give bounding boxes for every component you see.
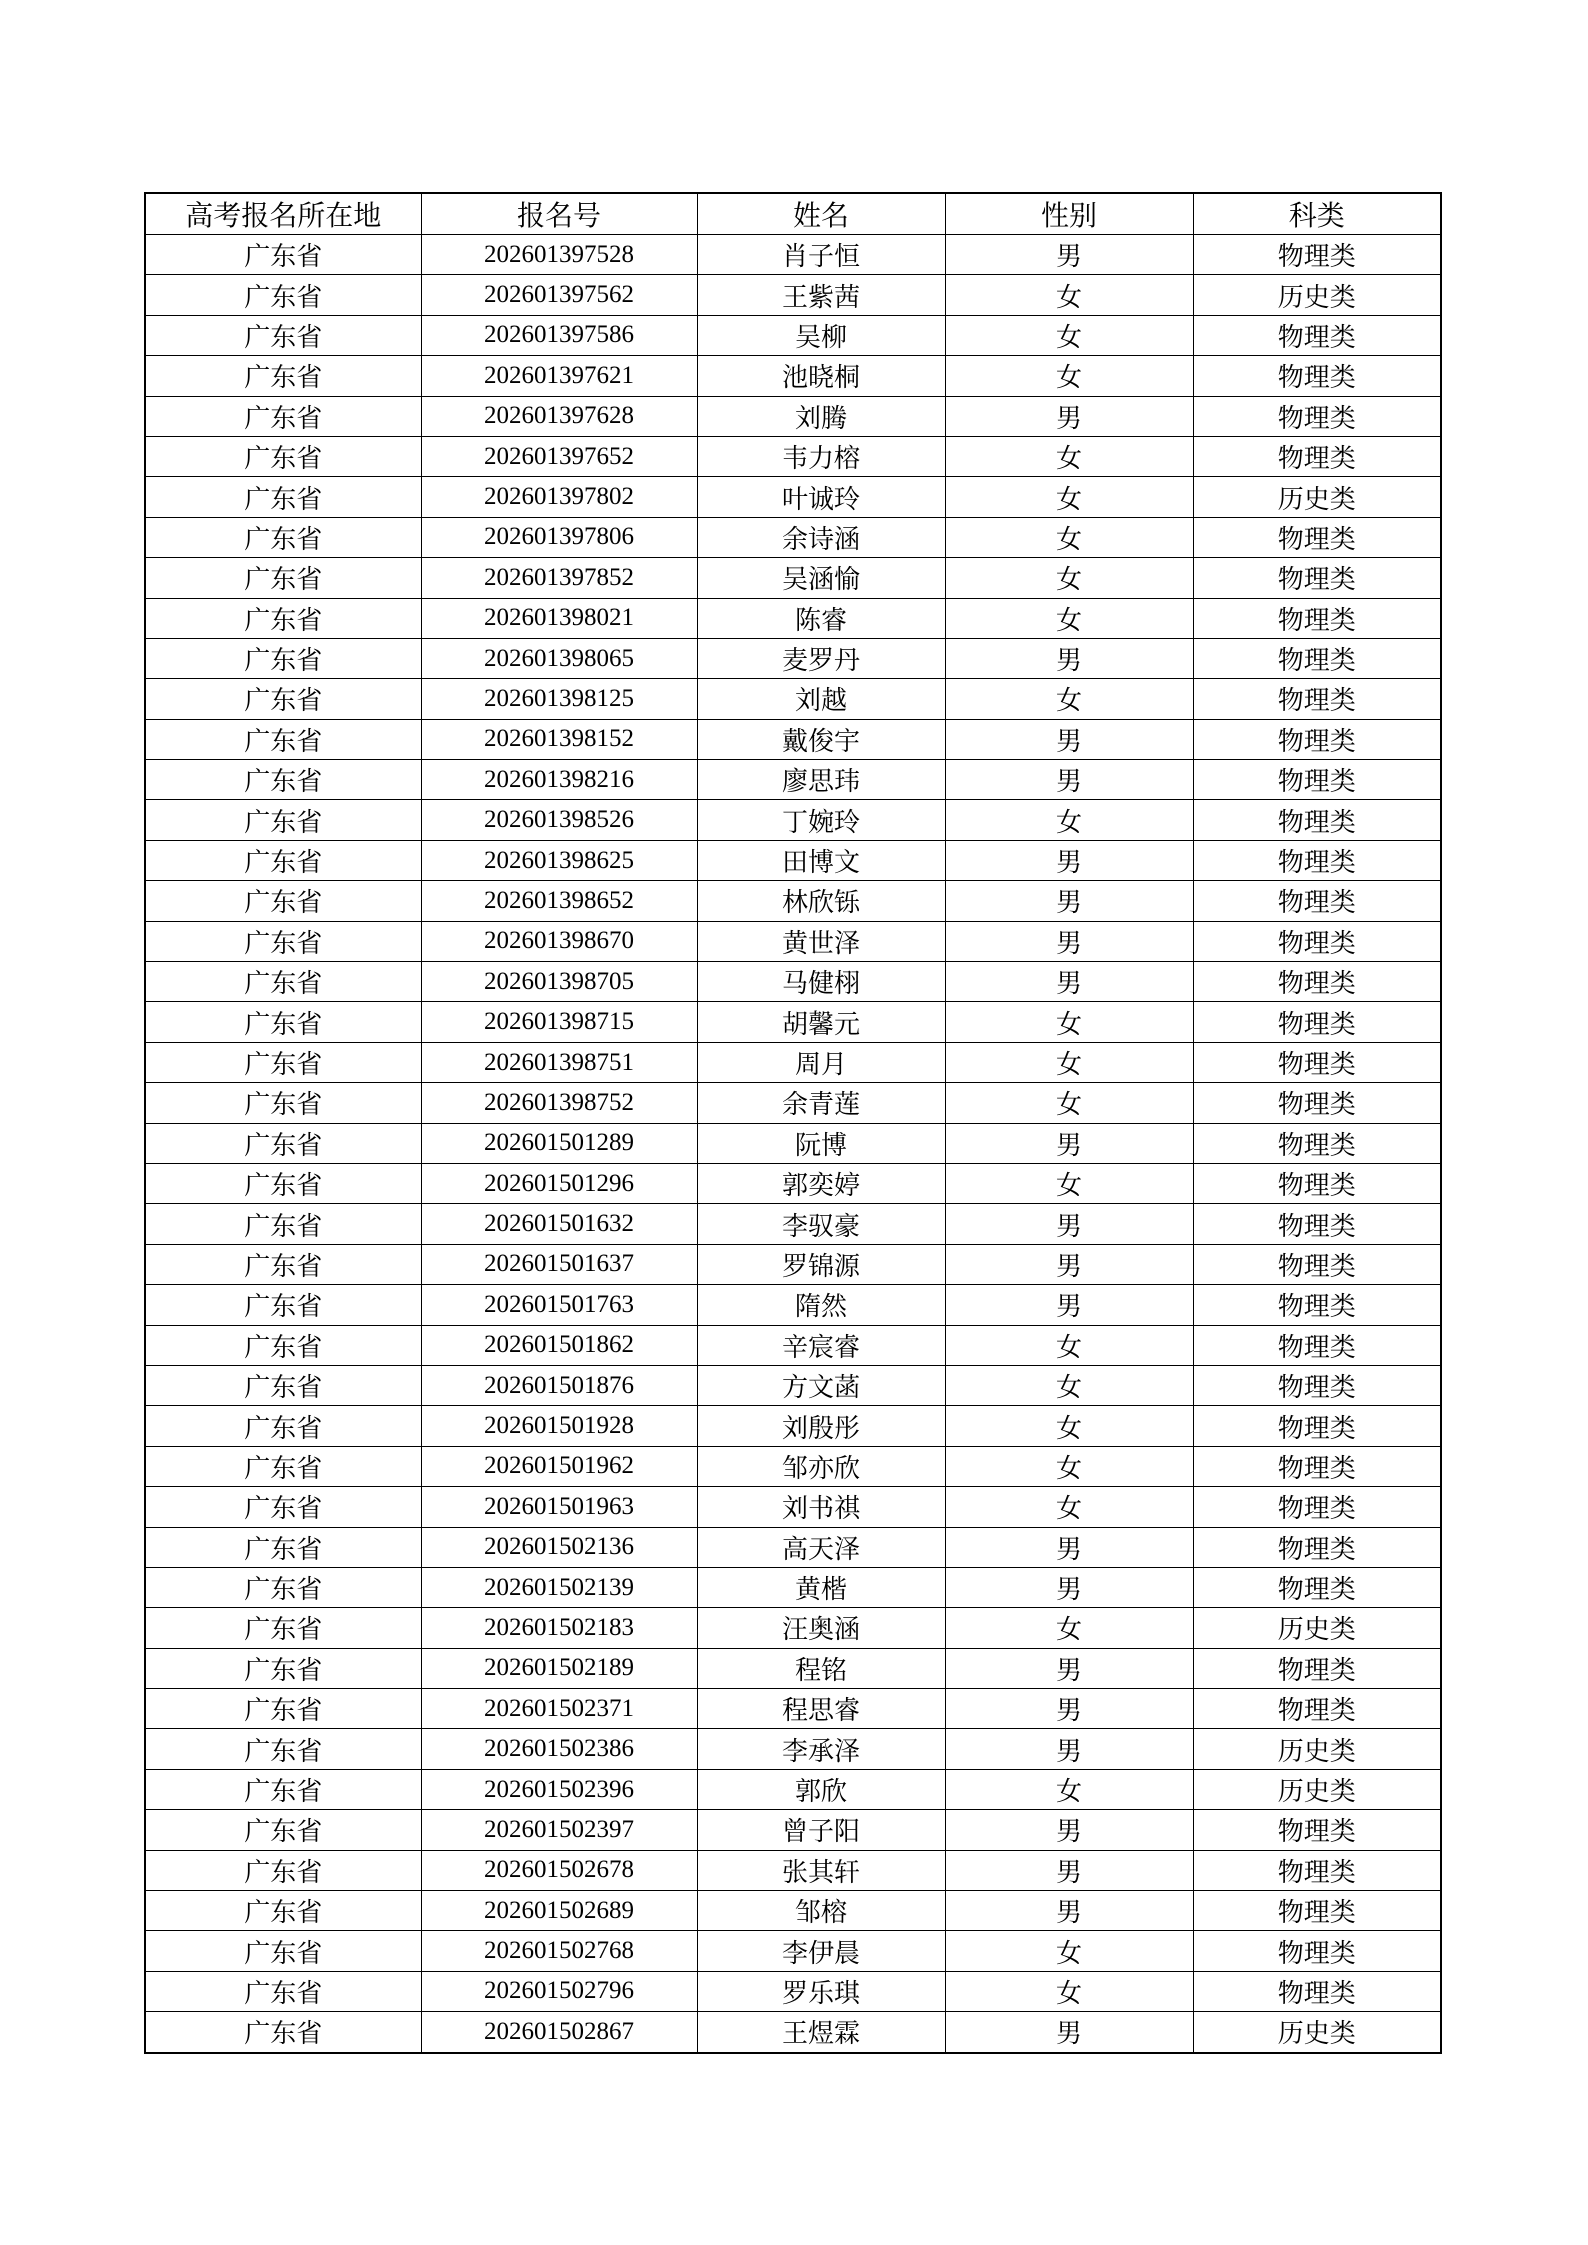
table-row [145, 1163, 1441, 1203]
table-row [145, 558, 1441, 598]
table-row [145, 719, 1441, 759]
cell-location: 广东省 [145, 962, 421, 1002]
cell-gender: 女 [945, 1769, 1193, 1809]
table-row [145, 1850, 1441, 1890]
cell-gender: 男 [945, 1850, 1193, 1890]
cell-location: 广东省 [145, 1123, 421, 1163]
cell-subject-category: 物理类 [1193, 1971, 1441, 2011]
cell-name: 吴柳 [697, 315, 945, 355]
cell-name: 汪奥涵 [697, 1608, 945, 1648]
cell-subject-category: 物理类 [1193, 840, 1441, 880]
table-row [145, 1285, 1441, 1325]
cell-registration-number: 202601501876 [421, 1365, 697, 1405]
cell-name: 罗锦源 [697, 1244, 945, 1284]
cell-location: 广东省 [145, 315, 421, 355]
cell-name: 刘越 [697, 679, 945, 719]
cell-subject-category: 物理类 [1193, 760, 1441, 800]
cell-location: 广东省 [145, 517, 421, 557]
table-row [145, 1406, 1441, 1446]
header-name: 姓名 [697, 193, 945, 235]
cell-name: 戴俊宇 [697, 719, 945, 759]
cell-gender: 女 [945, 1083, 1193, 1123]
cell-registration-number: 202601502189 [421, 1648, 697, 1688]
cell-name: 周月 [697, 1042, 945, 1082]
cell-registration-number: 202601502371 [421, 1689, 697, 1729]
cell-subject-category: 物理类 [1193, 598, 1441, 638]
header-gender: 性别 [945, 193, 1193, 235]
cell-name: 邹榕 [697, 1891, 945, 1931]
cell-location: 广东省 [145, 396, 421, 436]
table-row [145, 1204, 1441, 1244]
cell-gender: 女 [945, 315, 1193, 355]
table-row [145, 881, 1441, 921]
table-row [145, 1810, 1441, 1850]
table-row [145, 921, 1441, 961]
cell-gender: 女 [945, 1971, 1193, 2011]
cell-subject-category: 物理类 [1193, 719, 1441, 759]
cell-location: 广东省 [145, 1810, 421, 1850]
cell-subject-category: 物理类 [1193, 1204, 1441, 1244]
cell-name: 叶诚玲 [697, 477, 945, 517]
cell-name: 廖思玮 [697, 760, 945, 800]
cell-registration-number: 202601398216 [421, 760, 697, 800]
cell-registration-number: 202601501289 [421, 1123, 697, 1163]
table-row [145, 235, 1441, 275]
cell-gender: 女 [945, 1325, 1193, 1365]
cell-name: 邹亦欣 [697, 1446, 945, 1486]
table-row [145, 1244, 1441, 1284]
cell-gender: 女 [945, 1608, 1193, 1648]
cell-registration-number: 202601398752 [421, 1083, 697, 1123]
cell-gender: 女 [945, 356, 1193, 396]
cell-registration-number: 202601502678 [421, 1850, 697, 1890]
table-row [145, 1971, 1441, 2011]
cell-registration-number: 202601502136 [421, 1527, 697, 1567]
cell-subject-category: 物理类 [1193, 1446, 1441, 1486]
cell-location: 广东省 [145, 1487, 421, 1527]
cell-registration-number: 202601502796 [421, 1971, 697, 2011]
cell-location: 广东省 [145, 598, 421, 638]
cell-name: 吴涵愉 [697, 558, 945, 598]
cell-gender: 男 [945, 2012, 1193, 2053]
cell-gender: 男 [945, 1648, 1193, 1688]
cell-gender: 男 [945, 962, 1193, 1002]
table-row [145, 396, 1441, 436]
cell-subject-category: 物理类 [1193, 1285, 1441, 1325]
cell-location: 广东省 [145, 275, 421, 315]
cell-location: 广东省 [145, 1729, 421, 1769]
cell-subject-category: 物理类 [1193, 1002, 1441, 1042]
cell-subject-category: 物理类 [1193, 396, 1441, 436]
cell-subject-category: 物理类 [1193, 1689, 1441, 1729]
cell-location: 广东省 [145, 235, 421, 275]
table-row [145, 356, 1441, 396]
cell-gender: 男 [945, 840, 1193, 880]
cell-subject-category: 历史类 [1193, 1608, 1441, 1648]
cell-name: 隋然 [697, 1285, 945, 1325]
header-subject-category: 科类 [1193, 193, 1441, 235]
cell-name: 韦力榕 [697, 436, 945, 476]
cell-gender: 男 [945, 921, 1193, 961]
cell-subject-category: 历史类 [1193, 477, 1441, 517]
cell-name: 麦罗丹 [697, 638, 945, 678]
table-row [145, 1891, 1441, 1931]
cell-gender: 男 [945, 1527, 1193, 1567]
cell-gender: 女 [945, 679, 1193, 719]
table-row [145, 2012, 1441, 2053]
cell-name: 丁婉玲 [697, 800, 945, 840]
cell-registration-number: 202601502768 [421, 1931, 697, 1971]
cell-subject-category: 物理类 [1193, 1163, 1441, 1203]
cell-gender: 男 [945, 1285, 1193, 1325]
cell-name: 刘殷彤 [697, 1406, 945, 1446]
cell-registration-number: 202601398715 [421, 1002, 697, 1042]
cell-registration-number: 202601398652 [421, 881, 697, 921]
cell-registration-number: 202601397621 [421, 356, 697, 396]
cell-name: 马健栩 [697, 962, 945, 1002]
cell-registration-number: 202601501632 [421, 1204, 697, 1244]
cell-registration-number: 202601397586 [421, 315, 697, 355]
cell-gender: 女 [945, 800, 1193, 840]
cell-name: 余诗涵 [697, 517, 945, 557]
cell-name: 辛宸睿 [697, 1325, 945, 1365]
cell-gender: 女 [945, 1446, 1193, 1486]
cell-location: 广东省 [145, 2012, 421, 2053]
cell-location: 广东省 [145, 1931, 421, 1971]
cell-name: 李伊晨 [697, 1931, 945, 1971]
cell-name: 郭欣 [697, 1769, 945, 1809]
cell-registration-number: 202601398625 [421, 840, 697, 880]
cell-name: 程铭 [697, 1648, 945, 1688]
table-row [145, 477, 1441, 517]
table-row [145, 1769, 1441, 1809]
cell-location: 广东省 [145, 1204, 421, 1244]
cell-gender: 女 [945, 1406, 1193, 1446]
cell-registration-number: 202601397852 [421, 558, 697, 598]
cell-registration-number: 202601501963 [421, 1487, 697, 1527]
cell-subject-category: 物理类 [1193, 1810, 1441, 1850]
cell-subject-category: 物理类 [1193, 679, 1441, 719]
cell-subject-category: 物理类 [1193, 1325, 1441, 1365]
cell-gender: 男 [945, 1810, 1193, 1850]
cell-gender: 男 [945, 1729, 1193, 1769]
cell-registration-number: 202601398065 [421, 638, 697, 678]
table-row [145, 1931, 1441, 1971]
header-location: 高考报名所在地 [145, 193, 421, 235]
cell-location: 广东省 [145, 1567, 421, 1607]
cell-location: 广东省 [145, 1285, 421, 1325]
cell-registration-number: 202601397802 [421, 477, 697, 517]
cell-location: 广东省 [145, 558, 421, 598]
table-row [145, 638, 1441, 678]
cell-location: 广东省 [145, 679, 421, 719]
cell-name: 余青莲 [697, 1083, 945, 1123]
header-registration-number: 报名号 [421, 193, 697, 235]
cell-subject-category: 物理类 [1193, 1850, 1441, 1890]
cell-subject-category: 物理类 [1193, 235, 1441, 275]
cell-subject-category: 物理类 [1193, 962, 1441, 1002]
cell-gender: 女 [945, 436, 1193, 476]
cell-subject-category: 物理类 [1193, 921, 1441, 961]
cell-location: 广东省 [145, 1891, 421, 1931]
cell-gender: 女 [945, 1042, 1193, 1082]
cell-location: 广东省 [145, 1002, 421, 1042]
cell-subject-category: 物理类 [1193, 1244, 1441, 1284]
cell-registration-number: 202601502139 [421, 1567, 697, 1607]
cell-name: 阮博 [697, 1123, 945, 1163]
cell-name: 池晓桐 [697, 356, 945, 396]
cell-subject-category: 历史类 [1193, 275, 1441, 315]
table-row [145, 315, 1441, 355]
cell-subject-category: 物理类 [1193, 436, 1441, 476]
cell-location: 广东省 [145, 1365, 421, 1405]
cell-name: 李驭豪 [697, 1204, 945, 1244]
cell-subject-category: 物理类 [1193, 558, 1441, 598]
cell-location: 广东省 [145, 1406, 421, 1446]
cell-gender: 男 [945, 396, 1193, 436]
cell-registration-number: 202601398021 [421, 598, 697, 638]
table-row [145, 598, 1441, 638]
cell-name: 李承泽 [697, 1729, 945, 1769]
cell-gender: 女 [945, 517, 1193, 557]
table-body [145, 235, 1441, 2053]
cell-subject-category: 物理类 [1193, 1487, 1441, 1527]
cell-location: 广东省 [145, 1608, 421, 1648]
cell-name: 罗乐琪 [697, 1971, 945, 2011]
cell-subject-category: 历史类 [1193, 2012, 1441, 2053]
cell-location: 广东省 [145, 477, 421, 517]
cell-gender: 男 [945, 1244, 1193, 1284]
table-header-row [145, 193, 1441, 235]
cell-registration-number: 202601502867 [421, 2012, 697, 2053]
cell-registration-number: 202601398526 [421, 800, 697, 840]
table-row [145, 517, 1441, 557]
cell-registration-number: 202601502396 [421, 1769, 697, 1809]
cell-location: 广东省 [145, 1325, 421, 1365]
cell-gender: 女 [945, 1931, 1193, 1971]
cell-location: 广东省 [145, 921, 421, 961]
cell-name: 王煜霖 [697, 2012, 945, 2053]
cell-subject-category: 物理类 [1193, 1123, 1441, 1163]
cell-registration-number: 202601501862 [421, 1325, 697, 1365]
cell-registration-number: 202601501928 [421, 1406, 697, 1446]
cell-subject-category: 历史类 [1193, 1729, 1441, 1769]
cell-gender: 男 [945, 760, 1193, 800]
cell-name: 王紫茜 [697, 275, 945, 315]
cell-gender: 男 [945, 1123, 1193, 1163]
cell-location: 广东省 [145, 1042, 421, 1082]
cell-name: 程思睿 [697, 1689, 945, 1729]
cell-registration-number: 202601502183 [421, 1608, 697, 1648]
cell-name: 田博文 [697, 840, 945, 880]
cell-location: 广东省 [145, 800, 421, 840]
cell-name: 黄楷 [697, 1567, 945, 1607]
table-row [145, 1123, 1441, 1163]
cell-gender: 女 [945, 477, 1193, 517]
cell-name: 林欣铄 [697, 881, 945, 921]
table-row [145, 760, 1441, 800]
table-row [145, 1527, 1441, 1567]
table-row [145, 1608, 1441, 1648]
table-row [145, 800, 1441, 840]
table-row [145, 1446, 1441, 1486]
table-row [145, 1689, 1441, 1729]
cell-subject-category: 物理类 [1193, 1527, 1441, 1567]
cell-subject-category: 物理类 [1193, 881, 1441, 921]
cell-location: 广东省 [145, 1527, 421, 1567]
cell-gender: 男 [945, 1689, 1193, 1729]
cell-gender: 男 [945, 1204, 1193, 1244]
table-row [145, 1567, 1441, 1607]
cell-subject-category: 物理类 [1193, 356, 1441, 396]
cell-location: 广东省 [145, 881, 421, 921]
cell-location: 广东省 [145, 356, 421, 396]
cell-location: 广东省 [145, 1083, 421, 1123]
cell-gender: 女 [945, 1365, 1193, 1405]
cell-gender: 男 [945, 235, 1193, 275]
cell-location: 广东省 [145, 719, 421, 759]
cell-location: 广东省 [145, 760, 421, 800]
cell-subject-category: 物理类 [1193, 638, 1441, 678]
table-row [145, 1365, 1441, 1405]
cell-name: 黄世泽 [697, 921, 945, 961]
cell-gender: 男 [945, 881, 1193, 921]
table-row [145, 436, 1441, 476]
table-row [145, 1648, 1441, 1688]
cell-registration-number: 202601398670 [421, 921, 697, 961]
cell-gender: 女 [945, 1487, 1193, 1527]
cell-registration-number: 202601398705 [421, 962, 697, 1002]
cell-subject-category: 历史类 [1193, 1769, 1441, 1809]
cell-registration-number: 202601398751 [421, 1042, 697, 1082]
cell-location: 广东省 [145, 1446, 421, 1486]
cell-location: 广东省 [145, 1244, 421, 1284]
cell-subject-category: 物理类 [1193, 517, 1441, 557]
cell-registration-number: 202601397628 [421, 396, 697, 436]
cell-subject-category: 物理类 [1193, 1931, 1441, 1971]
cell-registration-number: 202601501296 [421, 1163, 697, 1203]
cell-location: 广东省 [145, 1769, 421, 1809]
cell-registration-number: 202601502386 [421, 1729, 697, 1769]
cell-subject-category: 物理类 [1193, 1365, 1441, 1405]
cell-gender: 女 [945, 275, 1193, 315]
table-row [145, 1487, 1441, 1527]
cell-location: 广东省 [145, 1689, 421, 1729]
cell-registration-number: 202601501637 [421, 1244, 697, 1284]
cell-subject-category: 物理类 [1193, 1567, 1441, 1607]
cell-gender: 女 [945, 1163, 1193, 1203]
table-row [145, 1083, 1441, 1123]
table-row [145, 840, 1441, 880]
cell-name: 曾子阳 [697, 1810, 945, 1850]
cell-location: 广东省 [145, 1163, 421, 1203]
cell-subject-category: 物理类 [1193, 1406, 1441, 1446]
cell-subject-category: 物理类 [1193, 1042, 1441, 1082]
cell-gender: 男 [945, 1567, 1193, 1607]
cell-subject-category: 物理类 [1193, 315, 1441, 355]
cell-location: 广东省 [145, 1648, 421, 1688]
admission-list-table [144, 192, 1442, 2054]
cell-registration-number: 202601502689 [421, 1891, 697, 1931]
cell-gender: 男 [945, 1891, 1193, 1931]
cell-gender: 男 [945, 719, 1193, 759]
cell-subject-category: 物理类 [1193, 1083, 1441, 1123]
cell-location: 广东省 [145, 1971, 421, 2011]
cell-registration-number: 202601397652 [421, 436, 697, 476]
cell-name: 郭奕婷 [697, 1163, 945, 1203]
cell-location: 广东省 [145, 638, 421, 678]
cell-registration-number: 202601398125 [421, 679, 697, 719]
table-row [145, 1325, 1441, 1365]
cell-location: 广东省 [145, 840, 421, 880]
cell-name: 胡馨元 [697, 1002, 945, 1042]
cell-subject-category: 物理类 [1193, 1648, 1441, 1688]
cell-name: 刘书祺 [697, 1487, 945, 1527]
cell-registration-number: 202601398152 [421, 719, 697, 759]
cell-registration-number: 202601397806 [421, 517, 697, 557]
cell-subject-category: 物理类 [1193, 1891, 1441, 1931]
cell-registration-number: 202601397528 [421, 235, 697, 275]
cell-location: 广东省 [145, 1850, 421, 1890]
cell-name: 方文菡 [697, 1365, 945, 1405]
table-row [145, 275, 1441, 315]
cell-location: 广东省 [145, 436, 421, 476]
table-row [145, 962, 1441, 1002]
cell-gender: 男 [945, 638, 1193, 678]
cell-gender: 女 [945, 558, 1193, 598]
cell-registration-number: 202601502397 [421, 1810, 697, 1850]
cell-registration-number: 202601397562 [421, 275, 697, 315]
cell-subject-category: 物理类 [1193, 800, 1441, 840]
cell-name: 肖子恒 [697, 235, 945, 275]
cell-name: 张其轩 [697, 1850, 945, 1890]
table-row [145, 1042, 1441, 1082]
cell-name: 陈睿 [697, 598, 945, 638]
cell-registration-number: 202601501763 [421, 1285, 697, 1325]
table-row [145, 1002, 1441, 1042]
cell-gender: 女 [945, 598, 1193, 638]
cell-registration-number: 202601501962 [421, 1446, 697, 1486]
cell-name: 刘腾 [697, 396, 945, 436]
cell-name: 高天泽 [697, 1527, 945, 1567]
cell-gender: 女 [945, 1002, 1193, 1042]
table-row [145, 1729, 1441, 1769]
table-row [145, 679, 1441, 719]
